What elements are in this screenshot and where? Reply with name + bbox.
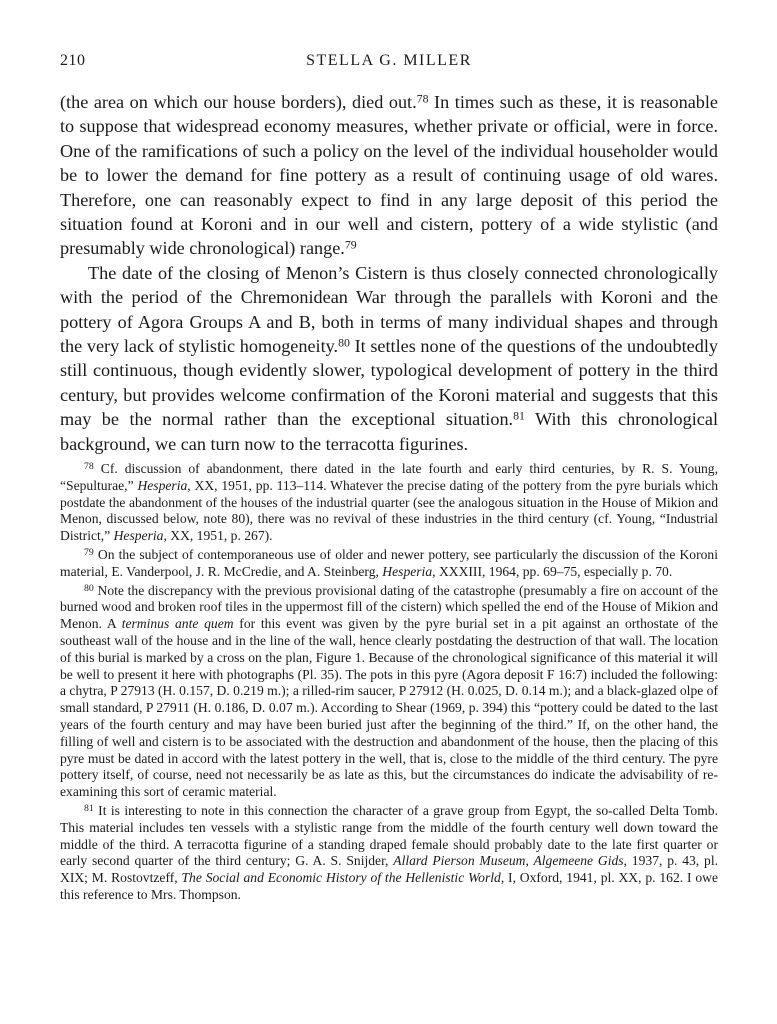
footnote-81 — [60, 803, 718, 904]
text-run: , XXXIII, 1964, pp. 69–75, especially p. 70. — [432, 563, 673, 579]
footnote-number: 79 — [84, 547, 94, 559]
footnote-ref-81: 81 — [513, 408, 525, 423]
page-number: 210 — [60, 52, 86, 69]
footnote-78 — [60, 461, 718, 545]
italic-title: Hesperia — [113, 528, 164, 544]
page — [60, 52, 718, 456]
footnote-79 — [60, 547, 718, 581]
italic-title: The Social and Economic History of the Hellenistic World — [181, 870, 501, 886]
text-run: (the area on which our house borders), died out. — [60, 92, 417, 112]
running-head-author: STELLA G. MILLER — [306, 52, 472, 69]
text-run: With this chronological background, we can turn now to the terracotta figurines. — [60, 409, 718, 454]
footnote-ref-78: 78 — [416, 91, 429, 106]
text-run: It settles none of the questions of the undoubtedly still continuous, though evidently slower, typological development of pottery in the third century, but provides welcome confirmation of the Koroni material and suggests that this may be the normal rather than the exceptional situation. — [60, 336, 718, 430]
footnote-number: 81 — [84, 803, 94, 815]
text-run: , XX, 1951, p. 267). — [163, 528, 273, 544]
text-run: In times such as these, it is reasonable to suppose that widespread economy measures, whether private or official, were in force. One of the ramifications of such a policy on the level of the individual householder would be to lower the demand for fine pottery as a result of continuing usage of old wares. Therefore, one can reasonably expect to find in any large deposit of this period the situation found at Koroni and in our well and cistern, pottery of a wide stylistic (and presumably wide chronological) range. — [60, 92, 718, 259]
text-run: On the subject of contemporaneous use of older and newer pottery, see particularly the discussion of the Koroni material, E. Vanderpool, J. R. McCredie, and A. Steinberg, — [60, 546, 718, 579]
footnote-number: 80 — [84, 582, 94, 594]
footnote-number: 78 — [84, 461, 94, 473]
footnotes — [60, 461, 718, 906]
paragraph-2 — [60, 261, 718, 456]
text-run: Note the discrepancy with the previous provisional dating of the catastrophe (presumably a fire on account of the burned wood and broken roof tiles in the uppermost fill of the cistern) which spelled the end of the House of Mikion and Menon. A — [60, 582, 718, 632]
italic-title: Allard Pierson Museum, Algemeene Gids — [393, 853, 624, 869]
text-run: Cf. discussion of abandonment, there dated in the late fourth and early third centuries, by R. S. Young, “Sepulturae,” — [60, 461, 718, 493]
text-run: It is interesting to note in this connection the character of a grave group from Egypt, the so-called Delta Tomb. This material includes ten vessels with a stylistic range from the middle of the fourth century well down toward the middle of the third. A terracotta figurine of a standing draped female should probably date to the late first quarter or early second quarter of the third century; G. A. S. Snijder, — [60, 802, 718, 869]
running-header — [60, 52, 718, 80]
italic-title: Hesperia — [382, 563, 433, 579]
italic-title: terminus ante quem — [121, 616, 234, 632]
text-run: , I, Oxford, 1941, pl. XX, p. 162. I owe this reference to Mrs. Thompson. — [60, 870, 718, 902]
main-text — [60, 90, 718, 456]
italic-title: Hesperia — [137, 477, 188, 493]
paragraph-1 — [60, 90, 718, 261]
footnote-80 — [60, 583, 718, 801]
text-run: The date of the closing of Menon’s Cistern is thus closely connected chronologically with the period of the Chremonidean War through the parallels with Koroni and the pottery of Agora Groups A and B, both in terms of many individual shapes and through the very lack of stylistic homogeneity. — [60, 262, 718, 357]
text-run: , 1937, p. 43, pl. XIX; M. Rostovtzeff, — [60, 853, 718, 886]
footnote-ref-79: 79 — [344, 238, 357, 253]
text-run: , XX, 1951, pp. 113–114. Whatever the precise dating of the pottery from the pyre burials which postdate the abandonment of the houses of the industrial quarter (see the analogous situation in the House of Mikion and Menon, discussed below, note 80), there was no revival of these industries in the third century (cf. Young, “Industrial District,” — [60, 477, 718, 544]
footnote-ref-80: 80 — [338, 335, 350, 350]
text-run: for this event was given by the pyre burial set in a pit against an orthostate of the southeast wall of the house and in the line of the wall, hence clearly postdating the destruction of that wall. The location of this burial is marked by a cross on the plan, Figure 1. Because of the chronological significance of this material it will be well to present it here with photographs (Pl. 35). The pots in this pyre (Agora deposit F 16:7) included the following: a chytra, P 27913 (H. 0.157, D. 0.219 m.); a rilled-rim saucer, P 27912 (H. 0.025, D. 0.14 m.); and a black-glazed olpe of small standard, P 27911 (H. 0.186, D. 0.07 m.). According to Shear (1969, p. 394) this “pottery could be dated to the last years of the fourth century and may have been buried just after the beginning of the third.” If, on the other hand, the filling of well and cistern is to be associated with the destruction and abandonment of the house, then the placing of this pyre must be dated in accord with the latest pottery in the well, that is, close to the middle of the third century. The pyre pottery itself, of course, need not necessarily be as late as this, but the circumstances do indicate the advisability of re-examining this sort of ceramic material. — [60, 616, 718, 800]
